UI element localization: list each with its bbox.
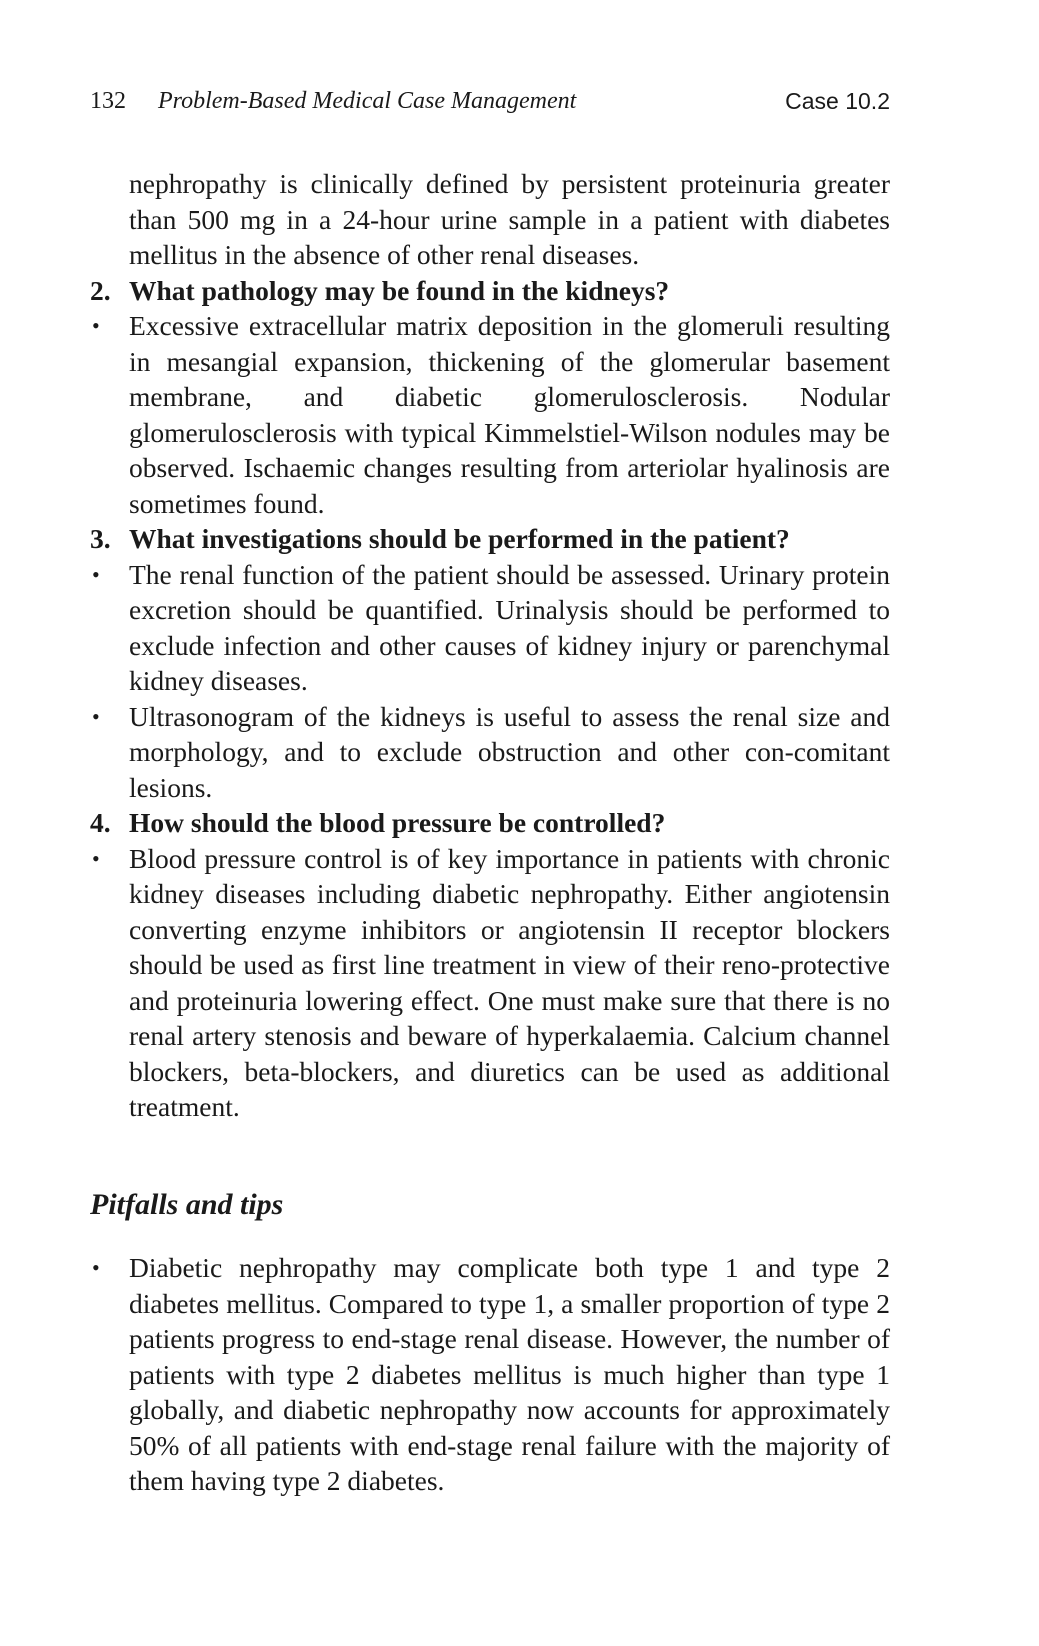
book-title: Problem-Based Medical Case Management — [158, 88, 577, 114]
question-text: What investigations should be performed in the patient? — [129, 523, 790, 554]
bullet-text: Excessive extracellular matrix deposition in the glomeruli resulting in mesangial expansion, thickening of the glomerular basement membrane, and diabetic glomerulosclerosis. Nodular glomerulosclerosis with typical Kimmelstiel-Wilson nodules may be observed. Ischaemic changes resulting from arteriolar hyalinosis are sometimes found. — [129, 310, 890, 519]
bullet-text: Diabetic nephropathy may complicate both type 1 and type 2 diabetes mellitus. Compared to type 1, a smaller proportion of type 2 patients progress to end-stage renal disease. However, the number of patients with type 2 diabetes mellitus is much higher than type 1 globally, and diabetic nephropathy now accounts for approximately 50% of all patients with end-stage renal failure with the majority of them having type 2 diabetes. — [129, 1252, 890, 1496]
continuation-paragraph — [90, 166, 890, 273]
page-body — [90, 166, 890, 1499]
question-3 — [90, 521, 890, 557]
answer-bullet — [90, 308, 890, 521]
bullet-icon: • — [92, 313, 100, 338]
bullet-icon: • — [92, 703, 100, 729]
question-number: 3. — [90, 523, 111, 554]
bullet-text: The renal function of the patient should be assessed. Urinary protein excretion should be quantified. Urinalysis should be performed to exclude infection and other causes of kidney injury or parenchymal kidney diseases. — [129, 558, 890, 696]
bullet-icon: • — [92, 845, 100, 871]
pitfalls-heading: Pitfalls and tips — [90, 1187, 284, 1221]
bullet-text: Ultrasonogram of the kidneys is useful to assess the renal size and morphology, and to exclude obstruction and other con-comitant lesions. — [129, 700, 890, 803]
question-2 — [90, 273, 890, 309]
question-number: 2. — [90, 274, 111, 306]
case-label: Case 10.2 — [785, 88, 890, 114]
question-text: How should the blood pressure be controlled? — [129, 807, 666, 838]
question-text: What pathology may be found in the kidneys? — [129, 274, 670, 306]
question-number: 4. — [90, 807, 111, 838]
answer-bullet — [90, 841, 890, 1125]
pitfall-bullet — [90, 1250, 890, 1499]
question-4 — [90, 805, 890, 841]
running-head — [90, 88, 890, 122]
page-number: 132 — [90, 88, 126, 114]
bullet-text: Blood pressure control is of key importance in patients with chronic kidney diseases including diabetic nephropathy. Either angiotensin converting enzyme inhibitors or angiotensin II receptor blockers should be used as first line treatment in view of their reno-protective and proteinuria lowering effect. One must make sure that there is no renal artery stenosis and beware of hyperkalaemia. Calcium channel blockers, beta-blockers, and diuretics can be used as additional treatment. — [129, 842, 890, 1122]
bullet-icon: • — [92, 561, 100, 587]
answer-bullet — [90, 699, 890, 806]
continuation-text: nephropathy is clinically defined by persistent proteinuria greater than 500 mg in a 24-hour urine sample in a patient with diabetes mellitus in the absence of other renal diseases. — [129, 168, 890, 270]
bullet-icon: • — [92, 1255, 100, 1280]
answer-bullet — [90, 557, 890, 699]
